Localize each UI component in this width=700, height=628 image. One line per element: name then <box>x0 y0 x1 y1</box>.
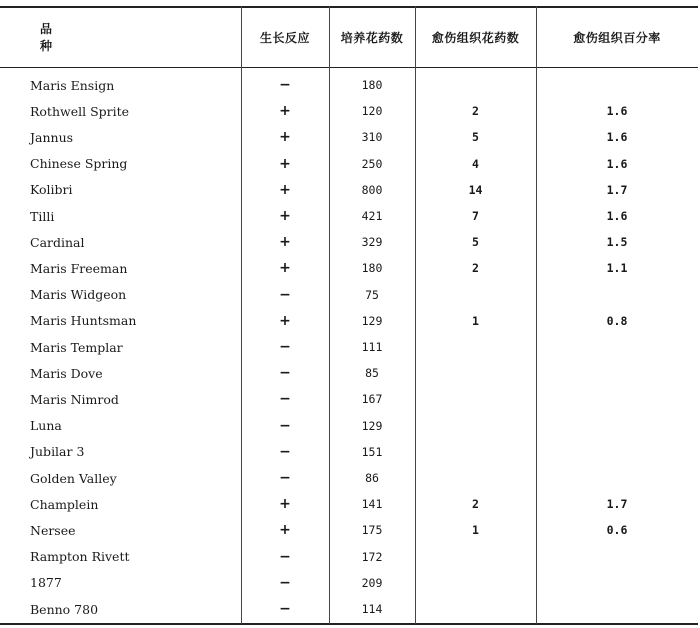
callus-percent-cell <box>536 360 698 386</box>
variety-cell: 1877 <box>30 575 62 591</box>
cultured-anthers-cell: 172 <box>361 549 383 564</box>
callus-percent-cell <box>536 413 698 439</box>
callus-anthers-cell: 2 <box>472 497 479 512</box>
callus-anthers-cell: 14 <box>468 182 483 197</box>
callus-anthers-cell: 2 <box>472 261 479 276</box>
cultured-anthers-cell: 180 <box>361 78 383 92</box>
callus-anthers-cell: 4 <box>472 156 479 171</box>
growth-response-cell: + <box>279 155 291 172</box>
callus-percent-cell <box>536 570 698 596</box>
callus-percent-cell <box>536 282 698 308</box>
callus-anthers-cell <box>415 360 536 386</box>
cultured-anthers-cell: 86 <box>365 471 379 485</box>
table-row <box>0 151 698 177</box>
header-growth-response: 生长反应 <box>259 30 310 45</box>
callus-anthers-cell <box>415 544 536 570</box>
cultured-anthers-cell: 310 <box>361 130 383 145</box>
table-bottom-rule <box>0 623 698 625</box>
callus-anthers-cell <box>415 413 536 439</box>
cultured-anthers-cell: 151 <box>361 444 383 459</box>
growth-response-cell: + <box>279 208 291 224</box>
growth-response-cell: + <box>279 312 291 329</box>
growth-response-cell: − <box>279 391 291 408</box>
variety-cell: Maris Templar <box>30 339 123 355</box>
table-row <box>0 124 698 150</box>
table-row <box>0 413 698 439</box>
variety-cell: Rothwell Sprite <box>30 103 130 119</box>
variety-cell: Tilli <box>30 208 55 224</box>
callus-anthers-cell <box>415 386 536 412</box>
callus-anthers-cell <box>415 72 536 98</box>
cultured-anthers-cell: 329 <box>361 235 383 250</box>
callus-anthers-cell: 5 <box>472 235 479 250</box>
callus-percent-cell: 1.6 <box>606 104 628 119</box>
callus-anthers-cell <box>415 439 536 465</box>
growth-response-cell: − <box>279 470 291 486</box>
header-callus-percent: 愈伤组织百分率 <box>573 30 661 45</box>
growth-response-cell: − <box>279 339 291 355</box>
cultured-anthers-cell: 209 <box>361 575 383 590</box>
growth-response-cell: + <box>279 129 291 146</box>
callus-percent-cell <box>536 544 698 570</box>
table-row <box>0 308 698 334</box>
variety-cell: Kolibri <box>30 182 73 198</box>
variety-cell: Benno 780 <box>30 601 99 617</box>
header-cultured-anthers: 培养花药数 <box>340 30 404 45</box>
variety-cell: Cardinal <box>30 234 85 250</box>
header-callus-anthers: 愈伤组织花药数 <box>431 30 520 45</box>
callus-anthers-cell <box>415 282 536 308</box>
table-row <box>0 491 698 517</box>
growth-response-cell: − <box>279 601 291 617</box>
callus-percent-cell: 1.6 <box>606 156 628 171</box>
variety-cell: Maris Widgeon <box>30 287 127 303</box>
variety-cell: Maris Freeman <box>30 260 128 276</box>
callus-anthers-cell: 1 <box>472 523 479 538</box>
table-row <box>0 334 698 360</box>
cultured-anthers-cell: 85 <box>365 366 379 381</box>
table-row <box>0 570 698 596</box>
callus-percent-cell: 0.6 <box>606 523 628 538</box>
variety-cell: Nersee <box>30 522 76 538</box>
cultured-anthers-cell: 75 <box>365 287 379 302</box>
variety-cell: Maris Ensign <box>30 77 115 93</box>
growth-response-cell: + <box>279 260 291 277</box>
variety-cell: Luna <box>30 418 62 434</box>
callus-anthers-cell: 7 <box>472 209 479 223</box>
cultured-anthers-cell: 167 <box>361 392 383 407</box>
table-row <box>0 386 698 412</box>
table-row <box>0 596 698 622</box>
callus-percent-cell: 1.6 <box>606 209 628 223</box>
growth-response-cell: − <box>279 443 291 460</box>
callus-percent-cell: 1.7 <box>606 182 628 197</box>
variety-cell: Maris Huntsman <box>30 313 137 329</box>
growth-response-cell: − <box>279 417 291 434</box>
variety-cell: Maris Dove <box>30 365 103 381</box>
cultured-anthers-cell: 421 <box>361 209 383 223</box>
growth-response-cell: + <box>279 234 291 251</box>
cultured-anthers-cell: 250 <box>361 156 383 171</box>
callus-percent-cell: 1.6 <box>606 130 628 145</box>
table-row <box>0 517 698 543</box>
growth-response-cell: + <box>279 103 291 120</box>
callus-anthers-cell: 2 <box>472 104 479 119</box>
callus-percent-cell <box>536 386 698 412</box>
table-row <box>0 98 698 124</box>
callus-percent-cell: 1.7 <box>606 497 628 512</box>
table-row <box>0 282 698 308</box>
variety-cell: Chinese Spring <box>30 156 128 172</box>
variety-cell: Jannus <box>30 129 74 145</box>
table-row <box>0 177 698 203</box>
callus-percent-cell: 0.8 <box>606 313 628 328</box>
cultured-anthers-cell: 800 <box>361 182 383 197</box>
callus-anthers-cell: 1 <box>472 313 479 328</box>
table-row <box>0 439 698 465</box>
growth-response-cell: − <box>279 365 291 382</box>
callus-anthers-cell <box>415 596 536 622</box>
growth-response-cell: + <box>279 181 291 198</box>
growth-response-cell: − <box>279 574 291 591</box>
growth-response-cell: + <box>279 496 291 513</box>
table-row <box>0 360 698 386</box>
callus-anthers-cell <box>415 570 536 596</box>
table-row <box>0 229 698 255</box>
table-row <box>0 72 698 98</box>
variety-cell: Jubilar 3 <box>30 444 85 460</box>
cultured-anthers-cell: 129 <box>361 313 383 328</box>
callus-percent-cell <box>536 439 698 465</box>
variety-cell: Champlein <box>30 496 99 512</box>
cultured-anthers-cell: 114 <box>361 602 383 616</box>
callus-percent-cell <box>536 72 698 98</box>
callus-anthers-cell <box>415 334 536 360</box>
cultured-anthers-cell: 129 <box>361 418 383 433</box>
growth-response-cell: − <box>279 548 291 565</box>
table-row <box>0 203 698 229</box>
cultured-anthers-cell: 141 <box>361 497 383 512</box>
cultured-anthers-cell: 175 <box>361 523 383 538</box>
callus-percent-cell <box>536 596 698 622</box>
callus-percent-cell <box>536 465 698 491</box>
callus-percent-cell: 1.1 <box>606 261 628 276</box>
variety-cell: Maris Nimrod <box>30 391 119 407</box>
table-row <box>0 255 698 281</box>
growth-response-cell: + <box>279 522 291 539</box>
variety-cell: Golden Valley <box>30 470 117 486</box>
growth-response-cell: − <box>279 286 291 303</box>
cultured-anthers-cell: 180 <box>361 261 383 276</box>
cultured-anthers-cell: 111 <box>361 340 383 354</box>
variety-cell: Rampton Rivett <box>30 549 130 565</box>
table-row <box>0 544 698 570</box>
callus-anthers-cell <box>415 465 536 491</box>
header-variety: 品 种 <box>40 22 197 53</box>
table-row <box>0 465 698 491</box>
callus-percent-cell <box>536 334 698 360</box>
growth-response-cell: − <box>279 77 291 93</box>
callus-percent-cell: 1.5 <box>606 235 628 250</box>
cultured-anthers-cell: 120 <box>361 104 383 119</box>
callus-anthers-cell: 5 <box>472 130 479 145</box>
